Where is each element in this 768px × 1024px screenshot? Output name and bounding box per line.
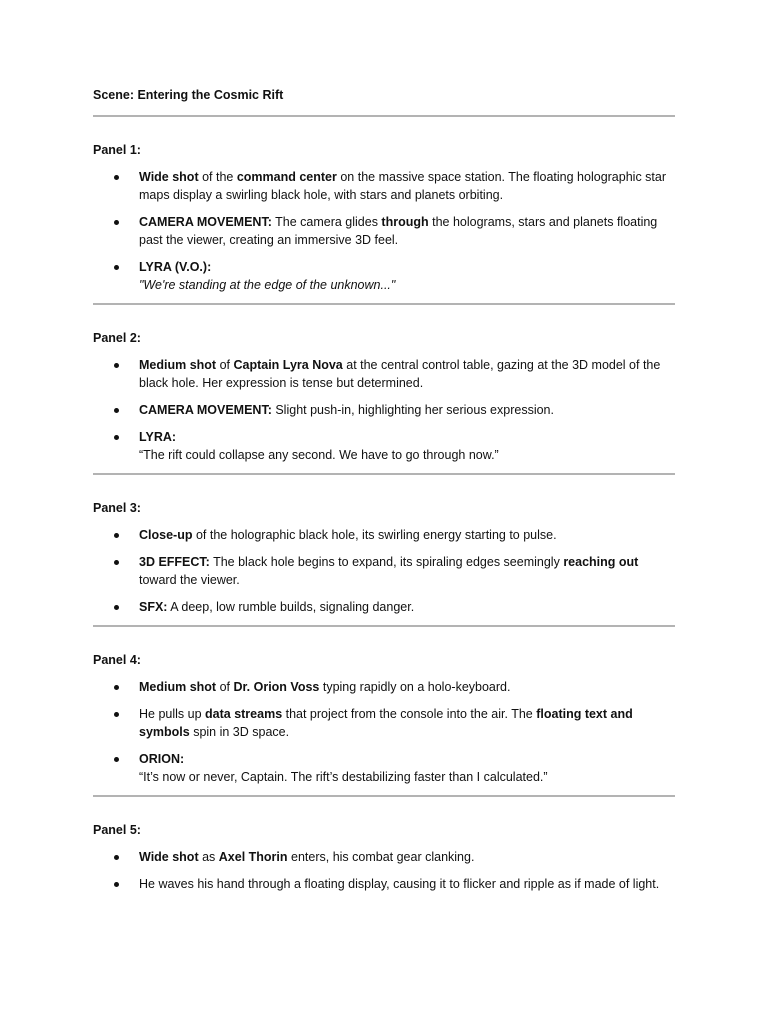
list-item xyxy=(93,168,675,204)
bold-text: ORION: xyxy=(139,752,185,766)
list-item xyxy=(93,428,675,464)
bold-text: command center xyxy=(236,170,337,184)
body-text: The camera glides xyxy=(271,215,382,229)
bold-text: Axel Thorin xyxy=(218,850,288,864)
bold-text: 3D EFFECT: xyxy=(139,555,210,569)
bold-text: data streams xyxy=(205,707,283,721)
list-item xyxy=(93,848,675,866)
list-item xyxy=(93,401,675,419)
body-text: that project from the console into the air. The xyxy=(282,707,537,721)
body-text: spin in 3D space. xyxy=(189,725,290,739)
body-text: The black hole begins to expand, its spiraling edges seemingly xyxy=(209,555,564,569)
panel-title: Panel 1: xyxy=(93,143,141,157)
list-item xyxy=(93,875,675,893)
bullet-icon xyxy=(114,533,119,538)
bold-text: through xyxy=(381,215,429,229)
bullet-icon xyxy=(114,605,119,610)
bullet-list xyxy=(93,168,675,294)
bold-text: LYRA (V.O.): xyxy=(139,260,212,274)
body-text: A deep, low rumble builds, signaling danger. xyxy=(167,600,415,614)
bullet-icon xyxy=(114,757,119,762)
body-text: of xyxy=(216,358,234,372)
bold-text: reaching out xyxy=(563,555,639,569)
bold-text: Close-up xyxy=(139,528,193,542)
panel-section xyxy=(93,821,675,893)
list-item xyxy=(93,213,675,249)
body-text: on the massive space station. The floating holographic star maps display a swirling black hole, with stars and planets orbiting. xyxy=(139,170,667,202)
bullet-list xyxy=(93,678,675,786)
body-text: He pulls up xyxy=(139,707,206,721)
bullet-icon xyxy=(114,363,119,368)
body-text: enters, his combat gear clanking. xyxy=(287,850,475,864)
bullet-icon xyxy=(114,560,119,565)
bold-text: Medium shot xyxy=(139,358,217,372)
section-divider xyxy=(93,473,675,475)
bullet-icon xyxy=(114,855,119,860)
dialogue-line: "We're standing at the edge of the unknown..." xyxy=(139,278,396,292)
body-text: the holograms, stars and planets floating past the viewer, creating an immersive 3D feel. xyxy=(139,215,658,247)
body-text: He waves his hand through a floating display, causing it to flicker and ripple as if made of light. xyxy=(139,877,660,891)
bold-text: Captain Lyra Nova xyxy=(233,358,343,372)
panel-section xyxy=(93,141,675,305)
bullet-icon xyxy=(114,435,119,440)
panel-title: Panel 2: xyxy=(93,331,141,345)
bold-text: Wide shot xyxy=(139,850,199,864)
bold-text: Wide shot xyxy=(139,170,199,184)
list-item xyxy=(93,553,675,589)
list-item xyxy=(93,258,675,294)
bullet-icon xyxy=(114,712,119,717)
bullet-icon xyxy=(114,265,119,270)
body-text: of the xyxy=(198,170,237,184)
bullet-icon xyxy=(114,175,119,180)
bold-text: CAMERA MOVEMENT: xyxy=(139,215,272,229)
bold-text: Medium shot xyxy=(139,680,217,694)
list-item xyxy=(93,356,675,392)
bold-text: floating text and symbols xyxy=(139,707,633,739)
bold-text: SFX: xyxy=(139,600,168,614)
panel-title: Panel 5: xyxy=(93,823,141,837)
bullet-icon xyxy=(114,408,119,413)
bullet-icon xyxy=(114,685,119,690)
panel-title: Panel 3: xyxy=(93,501,141,515)
body-text: Slight push-in, highlighting her serious expression. xyxy=(271,403,554,417)
bold-text: CAMERA MOVEMENT: xyxy=(139,403,272,417)
bold-text: LYRA: xyxy=(139,430,177,444)
dialogue-line: “The rift could collapse any second. We have to go through now.” xyxy=(139,448,499,462)
section-divider xyxy=(93,303,675,305)
bullet-icon xyxy=(114,220,119,225)
bullet-list xyxy=(93,356,675,464)
dialogue-line: “It’s now or never, Captain. The rift’s destabilizing faster than I calculated.” xyxy=(139,770,548,784)
bullet-icon xyxy=(114,882,119,887)
panel-list xyxy=(93,141,675,893)
list-item xyxy=(93,526,675,544)
body-text: toward the viewer. xyxy=(139,573,240,587)
scene-title: Scene: Entering the Cosmic Rift xyxy=(93,88,284,102)
panel-section xyxy=(93,499,675,627)
list-item xyxy=(93,750,675,786)
panel-section xyxy=(93,651,675,797)
list-item xyxy=(93,598,675,616)
list-item xyxy=(93,678,675,696)
section-divider xyxy=(93,115,675,117)
list-item xyxy=(93,705,675,741)
bullet-list xyxy=(93,848,675,893)
section-divider xyxy=(93,795,675,797)
body-text: at the central control table, gazing at the 3D model of the black hole. Her expression is tense but determined. xyxy=(139,358,661,390)
section-divider xyxy=(93,625,675,627)
panel-title: Panel 4: xyxy=(93,653,141,667)
body-text: of xyxy=(216,680,234,694)
body-text: as xyxy=(198,850,219,864)
panel-section xyxy=(93,329,675,475)
bullet-list xyxy=(93,526,675,616)
bold-text: Dr. Orion Voss xyxy=(233,680,320,694)
body-text: typing rapidly on a holo-keyboard. xyxy=(319,680,511,694)
body-text: of the holographic black hole, its swirling energy starting to pulse. xyxy=(192,528,557,542)
